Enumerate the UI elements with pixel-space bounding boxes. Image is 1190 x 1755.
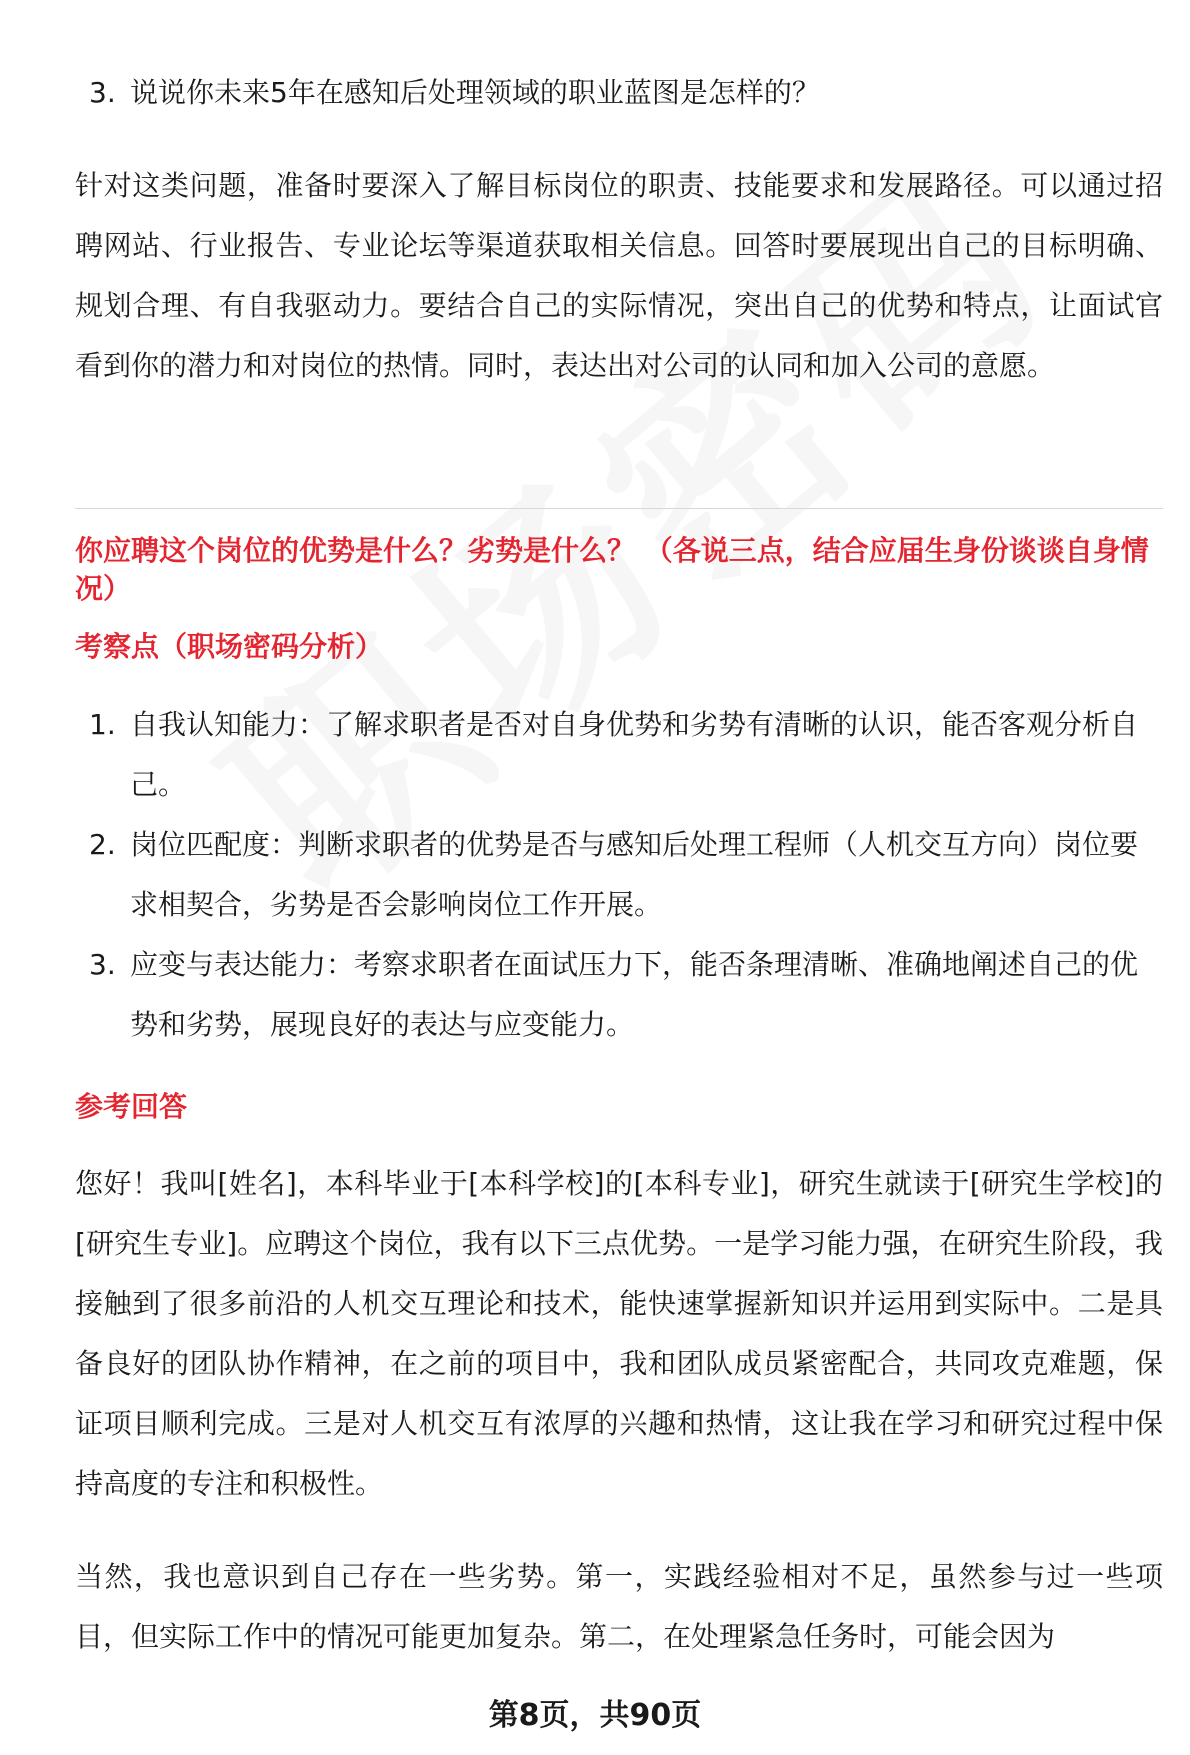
list-text: 岗位匹配度：判断求职者的优势是否与感知后处理工程师（人机交互方向）岗位要求相契合，劣势是否会影响岗位工作开展。 bbox=[130, 828, 1139, 921]
advice-paragraph: 针对这类问题，准备时要深入了解目标岗位的职责、技能要求和发展路径。可以通过招聘网站、行业报告、专业论坛等渠道获取相关信息。回答时要展现出自己的目标明确、规划合理、有自我驱动力。要结合自己的实际情况，突出自己的优势和特点，让面试官看到你的潜力和对岗位的热情。同时，表达出对公司的认同和加入公司的意愿。 bbox=[75, 169, 1163, 382]
page-footer: 第8页，共90页 bbox=[488, 1698, 702, 1733]
answer-paragraph: 当然，我也意识到自己存在一些劣势。第一，实践经验相对不足，虽然参与过一些项目，但实际工作中的情况可能更加复杂。第二，在处理紧急任务时，可能会因为 bbox=[75, 1560, 1163, 1653]
list-text: 自我认知能力：了解求职者是否对自身优势和劣势有清晰的认识，能否客观分析自己。 bbox=[130, 708, 1139, 801]
list-text: 应变与表达能力：考察求职者在面试压力下，能否条理清晰、准确地阐述自己的优势和劣势，展现良好的表达与应变能力。 bbox=[130, 948, 1139, 1041]
answer-heading: 参考回答 bbox=[75, 1090, 188, 1123]
exam-point-item bbox=[75, 695, 1163, 815]
list-item-q3 bbox=[75, 63, 1163, 123]
list-text: 说说你未来5年在感知后处理领域的职业蓝图是怎样的？ bbox=[130, 76, 820, 109]
exam-point-item bbox=[75, 815, 1163, 935]
answer-paragraph: 您好！我叫[姓名]，本科毕业于[本科学校]的[本科专业]，研究生就读于[研究生学校]的[研究生专业]。应聘这个岗位，我有以下三点优势。一是学习能力强，在研究生阶段，我接触到了很多前沿的人机交互理论和技术，能快速掌握新知识并运用到实际中。二是具备良好的团队协作精神，在之前的项目中，我和团队成员紧密配合，共同攻克难题，保证项目顺利完成。三是对人机交互有浓厚的兴趣和热情，这让我在学习和研究过程中保持高度的专注和积极性。 bbox=[75, 1167, 1163, 1500]
exam-point-item bbox=[75, 935, 1163, 1055]
list-number: 3. bbox=[89, 76, 116, 109]
question-heading: 你应聘这个岗位的优势是什么？劣势是什么？ （各说三点，结合应届生身份谈谈自身情况） bbox=[75, 534, 1149, 605]
list-number: 1. bbox=[89, 708, 116, 741]
list-number: 3. bbox=[89, 948, 116, 981]
section-divider bbox=[75, 508, 1163, 509]
exam-points-heading: 考察点（职场密码分析） bbox=[75, 630, 384, 663]
list-number: 2. bbox=[89, 828, 116, 861]
